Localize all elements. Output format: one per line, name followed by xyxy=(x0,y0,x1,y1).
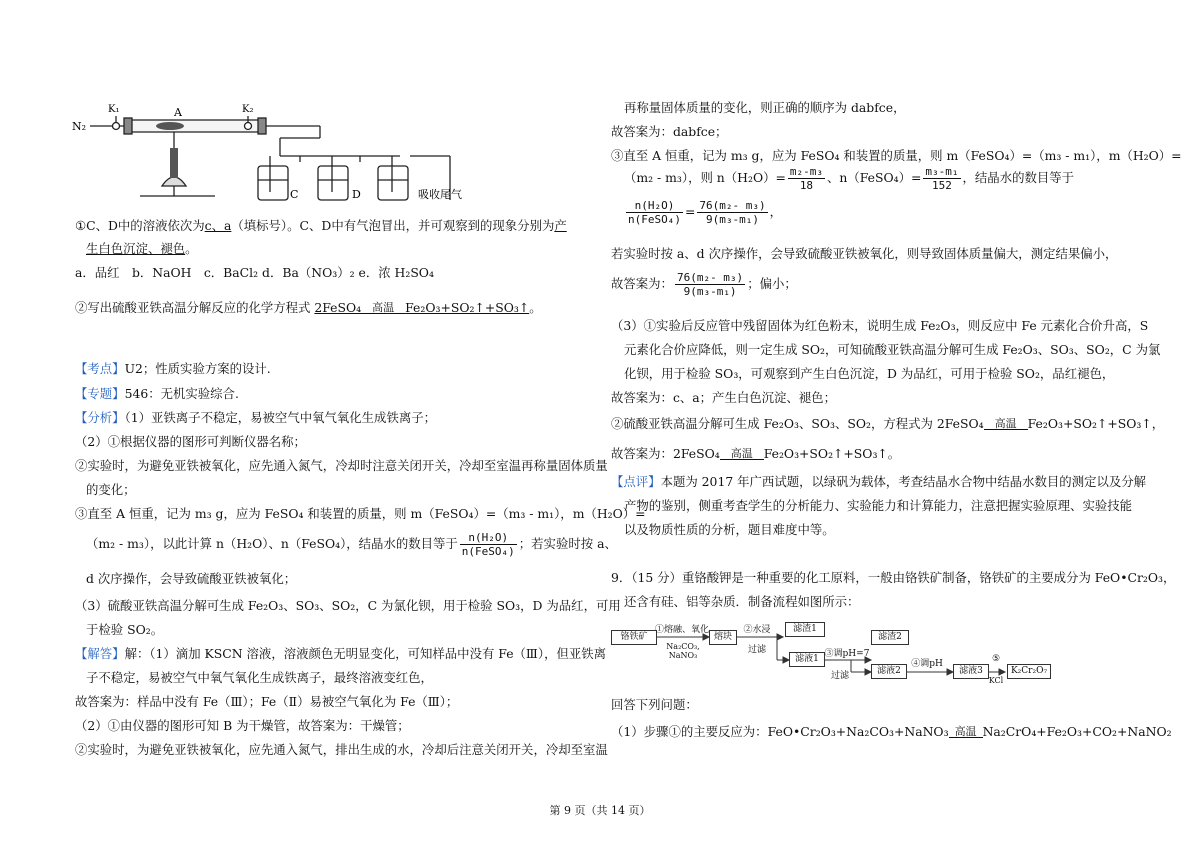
flow-product: K₂Cr₂O₇ xyxy=(1007,664,1051,679)
label-d: D xyxy=(352,188,361,201)
q9b: 还含有硅、铝等杂质．制备流程如图所示： xyxy=(624,594,860,609)
flow-residue1: 滤渣1 xyxy=(785,622,825,637)
apparatus-diagram xyxy=(70,96,570,206)
label-c: C xyxy=(290,188,299,201)
r11: 故答案为：c、a；产生白色沉淀、褪色； xyxy=(611,390,836,405)
kaodian: 【考点】U2；性质实验方案的设计. xyxy=(75,361,271,376)
flow-step1: ①熔融、氧化 xyxy=(655,625,710,635)
flow-filtrate2: 滤液2 xyxy=(871,664,907,679)
dianping: 【点评】本题为 2017 年广西试题，以绿矾为载体，考查结晶水合物中结晶水数目的测定以及分解 xyxy=(611,474,1147,489)
dp3: 以及物质性质的分析，题目难度中等。 xyxy=(624,522,835,537)
label-k1: K₁ xyxy=(108,104,120,115)
flow-step2-filter: 过滤 xyxy=(747,645,766,655)
flow-step3: ③调pH=7 xyxy=(824,649,870,659)
r4: （m₂ - m₃），则 n（H₂O）= $\frac{\text{m₂-m₃}}{18}$ 、n（FeSO₄）= $\frac{\text{m₃-m₁}}{152}$ ，结晶水的数目等于 xyxy=(624,165,1075,192)
flow-residue2: 滤渣2 xyxy=(871,630,909,645)
r6: 若实验时按 a、d 次序操作，会导致硫酸亚铁被氧化，则导致固体质量偏大，测定结果偏小， xyxy=(611,246,1118,261)
r5: $\frac{\text{n(H₂O)}}{\text{n(FeSO₄)}}$ = $\frac{\text{76(m₂- m₃)}}{\text{9(m₃-m₁)}}$ ， xyxy=(628,199,782,226)
cond-high-temp: 高温 xyxy=(372,300,395,314)
zhuanti: 【专题】546：无机实验综合. xyxy=(75,386,239,401)
flow-ore: 铬铁矿 xyxy=(611,630,657,645)
fenxi4a: ③直至 A 恒重，记为 m₃ g，应为 FeSO₄ 和装置的质量，则 m（FeSO₄）=（m₃ - m₁），m（H₂O）= xyxy=(75,506,646,521)
process-flow-chart xyxy=(611,620,1051,686)
flow-step4: ④调pH xyxy=(911,659,943,669)
fenxi5a: （3）硫酸亚铁高温分解可生成 Fe₂O₃、SO₃、SO₂，C 为氯化钡，用于检验 SO₃，D 为品红，可用 xyxy=(75,598,621,613)
fenxi4c: d 次序操作，会导致硫酸亚铁被氧化； xyxy=(86,571,297,586)
jieda2: （2）①由仪器的图形可知 B 为干燥管，故答案为：干燥管； xyxy=(75,718,410,733)
step1-reaction: （1）步骤①的主要反应为：FeO•Cr₂O₃+Na₂CO₃+NaNO₃ 高温 Na₂CrO₄+Fe₂O₃+CO₂+NaNO₂ xyxy=(611,724,1172,739)
label-n2: N₂ xyxy=(72,120,87,133)
fenxi5b: 于检验 SO₂。 xyxy=(86,622,164,637)
label-a: A xyxy=(174,106,182,119)
page-footer: 第 9 页（共 14 页） xyxy=(549,804,651,817)
r10: 化钡，用于检验 SO₃，可观察到产生白色沉淀，D 为品红，可用于检验 SO₂，品红褪色， xyxy=(624,366,1115,381)
r13: 故答案为：2FeSO₄ 高温 Fe₂O₃+SO₂↑+SO₃↑。 xyxy=(611,446,901,461)
flow-step3-filter: 过滤 xyxy=(830,671,849,681)
flow-step1-reagent: Na₂CO₃, NaNO₃ xyxy=(666,642,700,660)
flow-frit: 熔块 xyxy=(709,630,737,645)
r7: 故答案为： $\frac{\text{76(m₂- m₃)}}{\text{9(m₃-m₁)}}$ ；偏小； xyxy=(611,271,797,298)
r2: 故答案为：dabfce； xyxy=(611,124,728,139)
flow-filtrate3: 滤液3 xyxy=(953,664,989,679)
r8: （3）①实验后反应管中残留固体为红色粉末，说明生成 Fe₂O₃，则反应中 Fe 元素化合价升高，S xyxy=(611,318,1149,333)
r3: ③直至 A 恒重，记为 m₃ g，应为 FeSO₄ 和装置的质量，则 m（FeSO₄）=（m₃ - m₁），m（H₂O）= xyxy=(611,148,1182,163)
flow-step5-reagent: KCl xyxy=(988,676,1004,685)
fenxi4b: （m₂ - m₃），以此计算 n（H₂O）、n（FeSO₄），结晶水的数目等于 $\frac{\text{n(H₂O)}}{\text{n(FeSO₄)}}$ ；若实验时按 a、 xyxy=(86,531,617,558)
answer-1: 故答案为：样品中没有 Fe（Ⅲ）；Fe（Ⅱ）易被空气氧化为 Fe（Ⅲ）； xyxy=(75,694,459,709)
flow-step2: ②水浸 xyxy=(743,625,771,635)
jieda3: ②实验时，为避免亚铁被氧化，应先通入氮气，排出生成的水，冷却后注意关闭开关，冷却至室温 xyxy=(75,742,608,757)
q1-line2: 生白色沉淀、褪色。 xyxy=(86,241,198,256)
dp2: 产物的鉴别，侧重考查学生的分析能力、实验能力和计算能力，注意把握实验原理、实验技能 xyxy=(624,498,1133,513)
fenxi3b: 的变化； xyxy=(86,482,136,497)
q9a: 9．（15 分）重铬酸钾是一种重要的化工原料，一般由铬铁矿制备，铬铁矿的主要成分为 FeO•Cr₂O₃， xyxy=(611,570,1176,585)
jieda1b: 子不稳定，易被空气中氧气氧化生成铁离子，最终溶液变红色， xyxy=(86,670,433,685)
fenxi3a: ②实验时，为避免亚铁被氧化，应先通入氮气，冷却时注意关闭开关，冷却至室温再称量固体质量 xyxy=(75,458,608,473)
fenxi2: （2）①根据仪器的图形可判断仪器名称； xyxy=(75,434,306,449)
ask-line: 回答下列问题： xyxy=(611,697,698,712)
flow-filtrate1: 滤液1 xyxy=(789,652,825,667)
r12: ②硫酸亚铁高温分解可生成 Fe₂O₃、SO₃、SO₂，方程式为 2FeSO₄ 高温 Fe₂O₃+SO₂↑+SO₃↑， xyxy=(611,416,1165,431)
r1: 再称量固体质量的变化，则正确的顺序为 dabfce， xyxy=(624,100,906,115)
label-tail-gas: 吸收尾气 xyxy=(418,188,462,201)
jieda: 【解答】解：（1）滴加 KSCN 溶液，溶液颜色无明显变化，可知样品中没有 Fe（Ⅲ），但亚铁离 xyxy=(75,646,607,661)
label-k2: K₂ xyxy=(242,104,254,115)
fenxi: 【分析】（1）亚铁离子不稳定，易被空气中氧气氧化生成铁离子； xyxy=(75,410,437,425)
flow-step5: ⑤ xyxy=(991,654,1001,664)
options-line: a．品红 b．NaOH c．BaCl₂ d．Ba（NO₃）₂ e．浓 H₂SO₄ xyxy=(75,265,434,280)
r9: 元素化合价应降低，则一定生成 SO₂，可知硫酸亚铁高温分解可生成 Fe₂O₃、SO₃、SO₂，C 为氯 xyxy=(624,342,1161,357)
q2-line: ②写出硫酸亚铁高温分解反应的化学方程式 2FeSO₄ 高温 Fe₂O₃+SO₂↑+SO₃↑。 xyxy=(75,300,542,315)
q1-line: ①C、D中的溶液依次为c、a（填标号）。C、D中有气泡冒出，并可观察到的现象分别为产 xyxy=(75,218,567,233)
